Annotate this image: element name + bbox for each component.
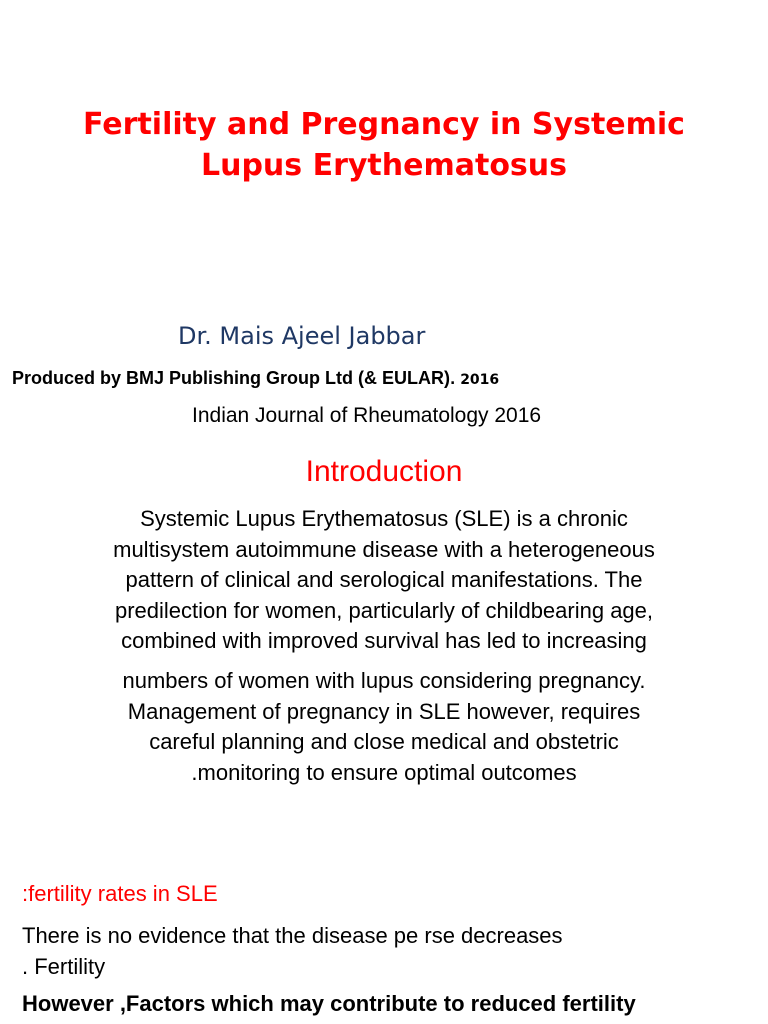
fertility-rates-heading: :fertility rates in SLE bbox=[22, 881, 218, 906]
evidence-line: . Fertility bbox=[22, 954, 106, 979]
document-title bbox=[0, 104, 768, 186]
title-line-1: Fertility and Pregnancy in Systemic bbox=[83, 107, 685, 142]
intro-line: multisystem autoimmune disease with a heterogeneous bbox=[113, 536, 655, 562]
factors-line: However ,Factors which may contribute to reduced fertility bbox=[22, 991, 636, 1016]
intro-line: Systemic Lupus Erythematosus (SLE) is a chronic bbox=[140, 506, 628, 531]
publisher-year: . 2016 bbox=[450, 372, 500, 388]
intro-line: .monitoring to ensure optimal outcomes bbox=[191, 759, 577, 785]
intro-line: pattern of clinical and serological manifestations. The bbox=[125, 567, 643, 592]
title-line-2: Lupus Erythematosus bbox=[200, 148, 568, 183]
intro-line: numbers of women with lupus considering pregnancy. bbox=[122, 668, 646, 693]
introduction-paragraph-part-1 bbox=[40, 504, 728, 657]
intro-line: combined with improved survival has led to increasing bbox=[121, 628, 647, 653]
author-name: Dr. Mais Ajeel Jabbar bbox=[178, 322, 426, 350]
intro-line: careful planning and close medical and obstetric bbox=[149, 729, 619, 754]
publisher-text: Produced by BMJ Publishing Group Ltd (& EULAR) bbox=[12, 368, 450, 388]
journal-line: Indian Journal of Rheumatology 2016 bbox=[192, 404, 542, 427]
factors-paragraph bbox=[22, 988, 636, 1019]
evidence-paragraph bbox=[22, 920, 563, 982]
publisher-line bbox=[12, 368, 499, 389]
evidence-line: There is no evidence that the disease pe rse decreases bbox=[22, 923, 563, 948]
introduction-heading: Introduction bbox=[305, 455, 463, 488]
intro-line: Management of pregnancy in SLE however, requires bbox=[127, 698, 641, 724]
introduction-paragraph-part-2 bbox=[40, 666, 728, 788]
intro-line: predilection for women, particularly of childbearing age, bbox=[114, 597, 654, 623]
